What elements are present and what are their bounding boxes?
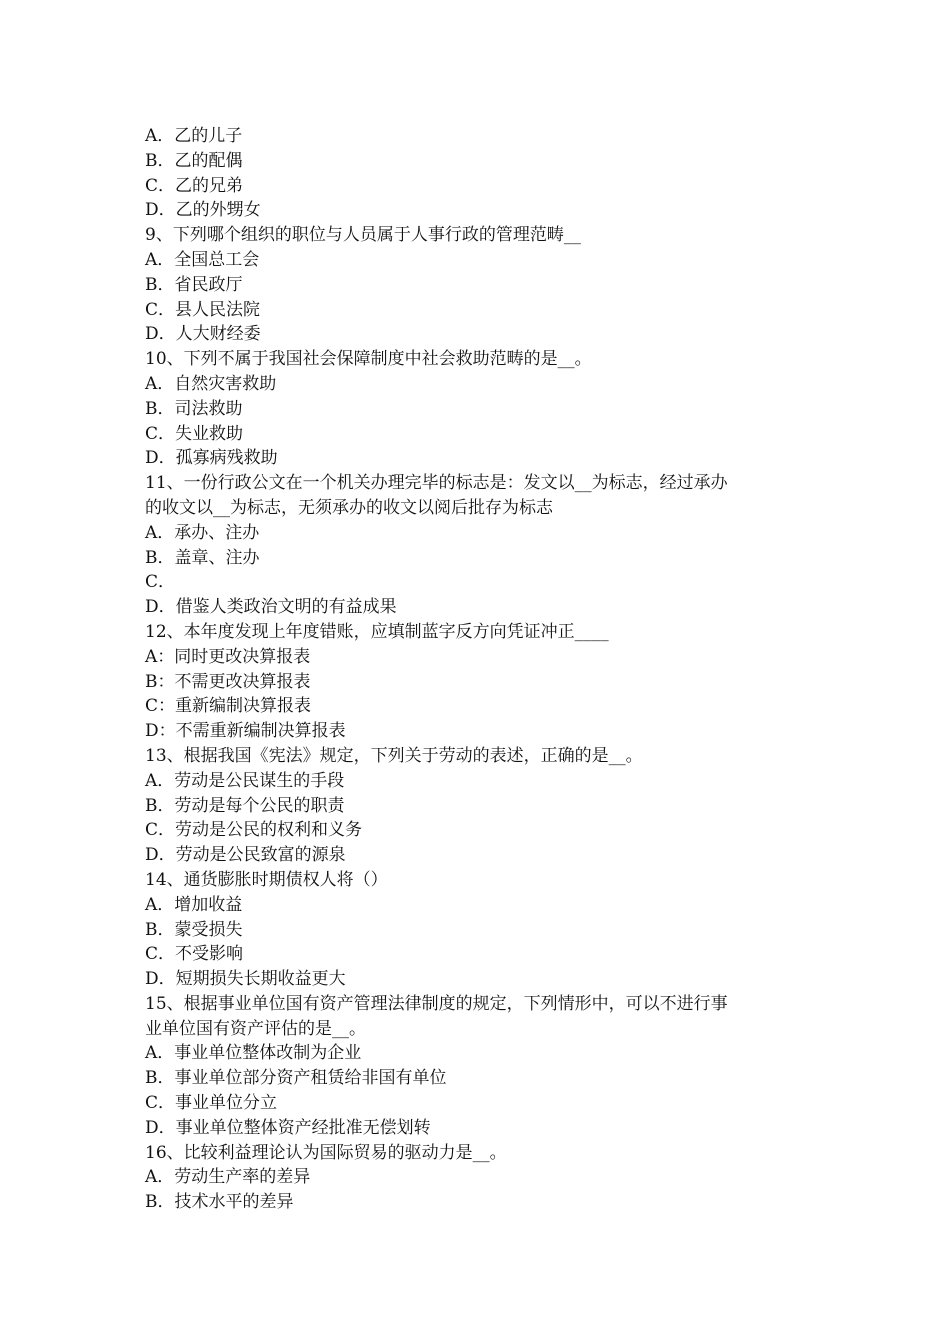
text-line: 9、下列哪个组织的职位与人员属于人事行政的管理范畴__ xyxy=(145,225,581,246)
text-line: A．承办、注办 xyxy=(145,522,260,543)
text-line: 15、根据事业单位国有资产管理法律制度的规定，下列情形中，可以不进行事 xyxy=(145,993,728,1014)
text-line: C． xyxy=(145,572,176,593)
text-line: A．乙的儿子 xyxy=(145,126,243,146)
text-line: D．短期损失长期收益更大 xyxy=(145,969,346,990)
text-line: A．全国总工会 xyxy=(145,249,260,270)
text-line: D．事业单位整体资产经批准无偿划转 xyxy=(145,1117,431,1138)
text-line: C．不受影响 xyxy=(145,944,244,965)
text-line: 10、下列不属于我国社会保障制度中社会救助范畴的是__。 xyxy=(145,349,592,370)
text-line: B．盖章、注办 xyxy=(145,547,260,568)
document-body xyxy=(145,124,815,1215)
text-line: B．蒙受损失 xyxy=(145,919,243,940)
text-line: C：重新编制决算报表 xyxy=(145,696,312,717)
text-line: B．省民政厅 xyxy=(145,274,243,295)
text-line: 13、根据我国《宪法》规定，下列关于劳动的表述，正确的是__。 xyxy=(145,745,643,766)
text-line: D：不需重新编制决算报表 xyxy=(145,721,346,742)
text-line: D．孤寡病残救助 xyxy=(145,448,278,469)
text-line: D．人大财经委 xyxy=(145,324,261,345)
text-line: B：不需更改决算报表 xyxy=(145,671,311,692)
text-line: 12、本年度发现上年度错账，应填制蓝字反方向凭证冲正____ xyxy=(145,621,609,642)
text-line: C．事业单位分立 xyxy=(145,1093,278,1114)
text-line: 11、一份行政公文在一个机关办理完毕的标志是：发文以__为标志，经过承办 xyxy=(145,473,728,494)
text-line: A．事业单位整体改制为企业 xyxy=(145,1043,362,1064)
text-line: B．事业单位部分资产租赁给非国有单位 xyxy=(145,1068,447,1089)
text-line: A．劳动是公民谋生的手段 xyxy=(145,770,345,791)
text-line: 业单位国有资产评估的是__。 xyxy=(145,1018,366,1039)
text-line: C．失业救助 xyxy=(145,423,244,444)
text-line: B．司法救助 xyxy=(145,398,243,419)
text-line: B．劳动是每个公民的职责 xyxy=(145,795,345,816)
text-line: A．劳动生产率的差异 xyxy=(145,1167,311,1188)
text-line: A．自然灾害救助 xyxy=(145,373,277,394)
text-line: 16、比较利益理论认为国际贸易的驱动力是__。 xyxy=(145,1142,507,1163)
text-line: B．技术水平的差异 xyxy=(145,1192,294,1213)
text-line: C．乙的兄弟 xyxy=(145,175,244,196)
text-line: D．乙的外甥女 xyxy=(145,200,261,221)
text-line: 的收文以__为标志，无须承办的收文以阅后批存为标志 xyxy=(145,497,553,518)
text-line: D．劳动是公民致富的源泉 xyxy=(145,845,346,866)
text-line: 14、通货膨胀时期债权人将（） xyxy=(145,869,388,890)
text-line: A：同时更改决算报表 xyxy=(145,646,311,667)
text-line: A．增加收益 xyxy=(145,894,243,915)
text-line: C．劳动是公民的权利和义务 xyxy=(145,820,363,841)
text-line: C．县人民法院 xyxy=(145,299,261,320)
text-line: D．借鉴人类政治文明的有益成果 xyxy=(145,597,397,618)
text-line: B．乙的配偶 xyxy=(145,150,243,171)
